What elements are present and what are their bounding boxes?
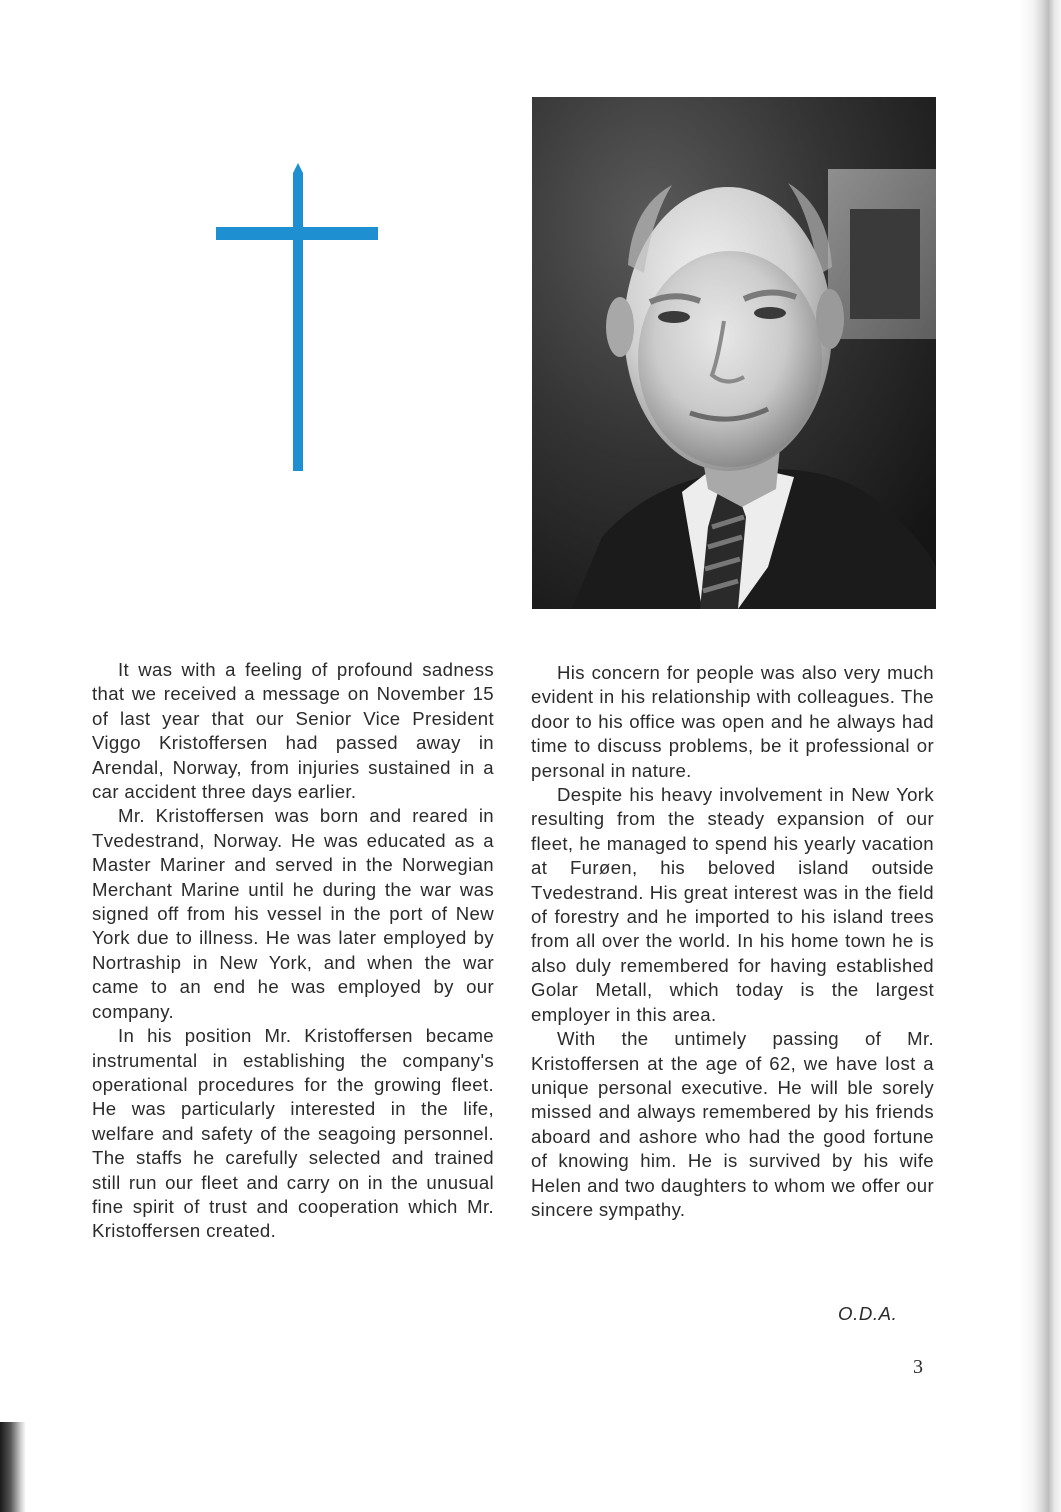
eye-left <box>658 311 690 323</box>
scan-page-edge <box>1019 0 1061 1512</box>
ear-left <box>606 297 634 357</box>
paragraph: In his position Mr. Kristoffersen became instrumental in establishing the company's operational procedures for the growing fleet. He was particularly interested in the life, welfare and safety of the seagoing personnel. The staffs he carefully selected and trained still run our fleet and carry on in the unusual fine spirit of trust and cooperation which Mr. Kristoffersen created. <box>92 1025 494 1242</box>
paragraph: With the untimely passing of Mr. Kristoffersen at the age of 62, we have lost a unique personal executive. He will ble sorely missed and always remembered by his friends aboard and ashore who had the good fortune of knowing him. He is survived by his wife Helen and two daughters to whom we offer our sincere sympathy. <box>531 1028 934 1220</box>
paragraph: It was with a feeling of profound sadness that we received a message on November 15 of last year that our Senior Vice President Viggo Kristoffersen had passed away in Arendal, Norway, from injuries sustained in a car accident three days earlier. <box>92 659 494 803</box>
eye-right <box>754 307 786 319</box>
article-left-column <box>92 658 494 1244</box>
face <box>638 251 822 467</box>
portrait-photo <box>532 97 936 609</box>
wall-frame-inner <box>850 209 920 319</box>
paragraph: Despite his heavy involvement in New York resulting from the steady expansion of our fleet, he managed to spend his yearly vacation at Furøen, his beloved island outside Tvedestrand. His great interest was in the field of forestry and he imported to his island trees from all over the world. In his home town he is also duly remembered for having established Golar Metall, which today is the largest employer in this area. <box>531 784 934 1025</box>
cross-horizontal-bar <box>216 227 378 240</box>
cross-vertical-bar <box>293 163 303 471</box>
author-signature: O.D.A. <box>838 1303 898 1324</box>
paragraph: His concern for people was also very much evident in his relationship with colleagues. The door to his office was open and he always had time to discuss problems, be it professional or personal in nature. <box>531 662 934 781</box>
paragraph: Mr. Kristoffersen was born and reared in Tvedestrand, Norway. He was educated as a Master Mariner and served in the Norwegian Merchant Marine until he during the war was signed off from his vessel in the port of New York due to illness. He was later employed by Nortraship in New York, and when the war came to an end he was employed by our company. <box>92 805 494 1022</box>
scan-shadow <box>0 1422 26 1512</box>
cross-icon <box>216 163 378 471</box>
article-right-column <box>531 661 934 1222</box>
page-number: 3 <box>913 1356 923 1378</box>
